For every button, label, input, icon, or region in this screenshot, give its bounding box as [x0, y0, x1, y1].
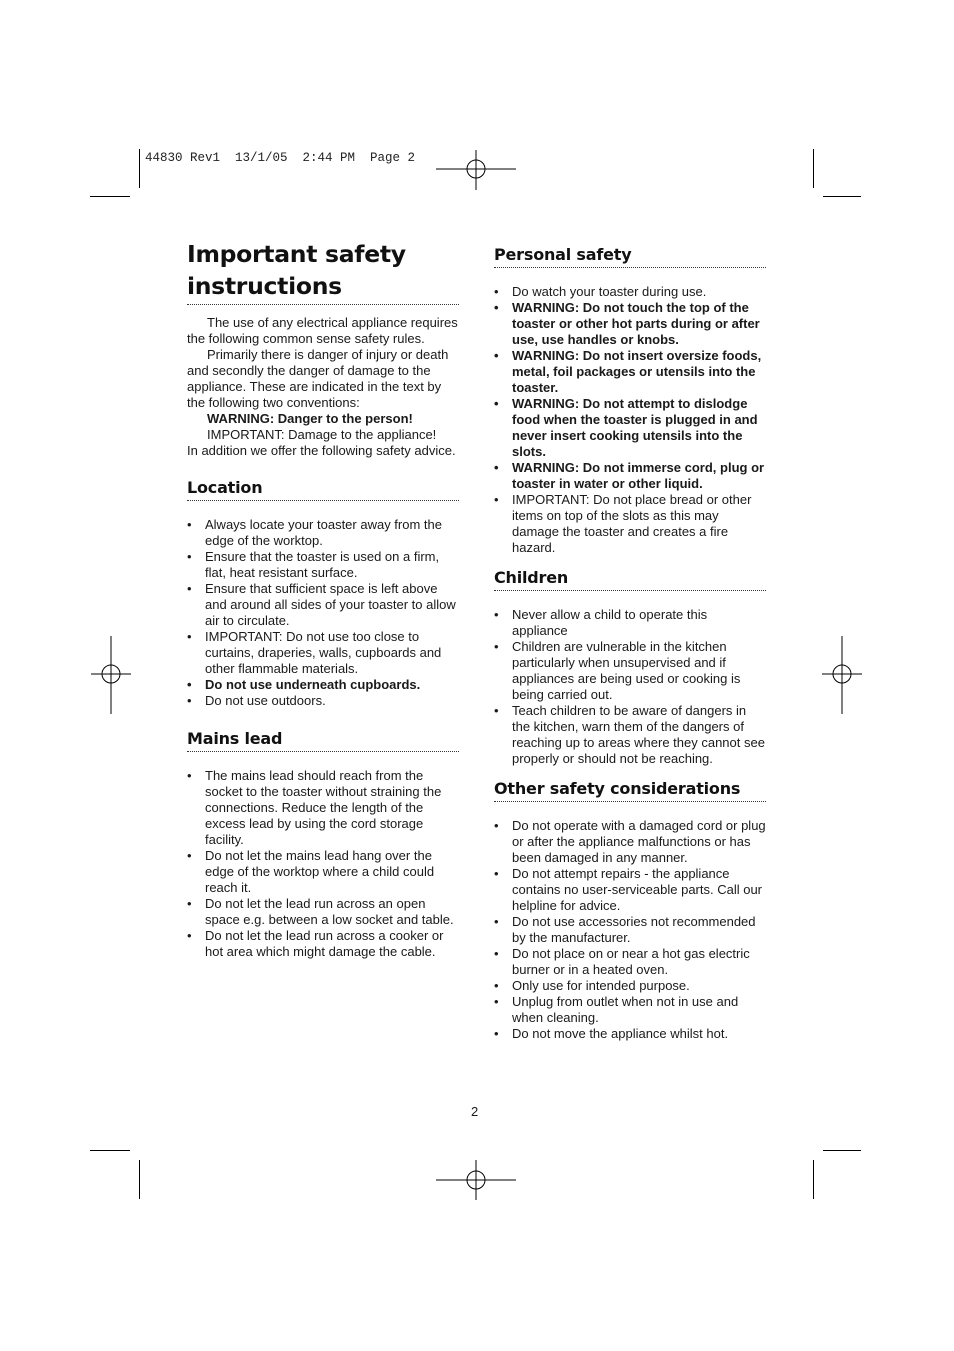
- crop-mark: [139, 1160, 140, 1199]
- bullet-icon: •: [187, 549, 192, 564]
- bullet-icon: •: [494, 866, 499, 881]
- dotted-rule: [494, 801, 766, 802]
- list-item: [494, 994, 766, 1026]
- mains-lead-list: [187, 768, 459, 960]
- bullet-icon: •: [494, 994, 499, 1009]
- bullet-icon: •: [494, 946, 499, 961]
- crop-mark: [90, 1150, 130, 1151]
- bullet-icon: •: [494, 639, 499, 654]
- dotted-rule: [187, 304, 459, 305]
- bullet-icon: •: [187, 848, 192, 863]
- list-item: [187, 517, 459, 549]
- list-item: [187, 549, 459, 581]
- children-list: [494, 607, 766, 767]
- list-item-text: Children are vulnerable in the kitchen particularly when unsupervised and if appliances are being used or cooking is being carried out.: [512, 639, 741, 702]
- section-heading: Mains lead: [187, 729, 283, 748]
- intro-paragraph: Primarily there is danger of injury or death and secondly the danger of damage to the appliance. These are indicated in the text by the following two conventions:: [187, 347, 449, 410]
- list-item-text: Ensure that sufficient space is left above and around all sides of your toaster to allow air to circulate.: [205, 581, 456, 628]
- location-section: [187, 478, 459, 709]
- page-title-line: Important safety: [187, 240, 406, 268]
- list-item: [494, 703, 766, 767]
- bullet-icon: •: [494, 978, 499, 993]
- print-slug: 44830 Rev1 13/1/05 2:44 PM Page 2: [145, 151, 416, 165]
- registration-mark-icon: [436, 150, 516, 190]
- list-item-text: Always locate your toaster away from the edge of the worktop.: [205, 517, 442, 548]
- list-item: [187, 768, 459, 848]
- list-item: [494, 492, 766, 556]
- section-heading: Personal safety: [494, 245, 632, 264]
- intro-paragraph: The use of any electrical appliance requires the following common sense safety rules.: [187, 315, 458, 346]
- list-item-text: Do not place on or near a hot gas electric burner or in a heated oven.: [512, 946, 750, 977]
- list-item-text: Do not use underneath cupboards.: [205, 677, 421, 692]
- warning-convention: WARNING: Danger to the person!: [207, 411, 413, 426]
- bullet-icon: •: [494, 1026, 499, 1041]
- section-heading: Children: [494, 568, 569, 587]
- page-number: 2: [471, 1104, 479, 1119]
- bullet-icon: •: [494, 284, 499, 299]
- list-item: [494, 866, 766, 914]
- list-item-text: IMPORTANT: Do not use too close to curtains, draperies, walls, cupboards and other flammable materials.: [205, 629, 442, 676]
- registration-mark-icon: [436, 1160, 516, 1200]
- list-item: [494, 914, 766, 946]
- list-item-text: Unplug from outlet when not in use and when cleaning.: [512, 994, 739, 1025]
- list-item: [187, 693, 459, 709]
- section-heading: Other safety considerations: [494, 779, 741, 798]
- registration-mark-icon: [91, 636, 131, 714]
- list-item-text: The mains lead should reach from the socket to the toaster without straining the connections. Reduce the length of the excess lead by using the cord storage facility.: [205, 768, 442, 847]
- dotted-rule: [494, 590, 766, 591]
- list-item: [494, 818, 766, 866]
- children-section: [494, 568, 766, 767]
- crop-mark: [823, 196, 861, 197]
- important-convention: IMPORTANT: Damage to the appliance!: [207, 427, 437, 442]
- list-item: [494, 1026, 766, 1042]
- personal-safety-list: [494, 284, 766, 556]
- location-list: [187, 517, 459, 709]
- list-item-text: Do not attempt repairs - the appliance contains no user-serviceable parts. Call our helpline for advice.: [512, 866, 763, 913]
- bullet-icon: •: [494, 300, 499, 315]
- list-item-text: Do not move the appliance whilst hot.: [512, 1026, 729, 1041]
- bullet-icon: •: [187, 517, 192, 532]
- bullet-icon: •: [494, 492, 499, 507]
- crop-mark: [139, 149, 140, 188]
- list-item: [494, 284, 766, 300]
- bullet-icon: •: [494, 703, 499, 718]
- list-item-text: Do not use outdoors.: [205, 693, 326, 708]
- left-column: [187, 238, 459, 960]
- bullet-icon: •: [494, 607, 499, 622]
- list-item: [187, 896, 459, 928]
- list-item-text: Only use for intended purpose.: [512, 978, 690, 993]
- list-item-text: Do not operate with a damaged cord or plug or after the appliance malfunctions or has been damaged in any manner.: [512, 818, 766, 865]
- other-safety-section: [494, 779, 766, 1042]
- right-column: [494, 245, 766, 1042]
- bullet-icon: •: [494, 460, 499, 475]
- crop-mark: [90, 196, 130, 197]
- list-item: [494, 607, 766, 639]
- list-item-text: Never allow a child to operate this appliance: [512, 607, 708, 638]
- bullet-icon: •: [494, 396, 499, 411]
- list-item-text: WARNING: Do not touch the top of the toaster or other hot parts during or after use, use handles or knobs.: [512, 300, 760, 347]
- dotted-rule: [187, 751, 459, 752]
- registration-mark-icon: [822, 636, 862, 714]
- bullet-icon: •: [494, 818, 499, 833]
- list-item: [187, 928, 459, 960]
- other-safety-list: [494, 818, 766, 1042]
- bullet-icon: •: [187, 768, 192, 783]
- list-item: [494, 348, 766, 396]
- list-item-text: WARNING: Do not insert oversize foods, metal, foil packages or utensils into the toaster.: [512, 348, 762, 395]
- list-item: [187, 848, 459, 896]
- bullet-icon: •: [494, 348, 499, 363]
- bullet-icon: •: [187, 896, 192, 911]
- list-item-text: Do not let the lead run across an open space e.g. between a low socket and table.: [205, 896, 454, 927]
- page-title-line: instructions: [187, 272, 342, 300]
- list-item: [187, 677, 459, 693]
- list-item-text: IMPORTANT: Do not place bread or other items on top of the slots as this may damage the toaster and creates a fire hazard.: [512, 492, 752, 555]
- bullet-icon: •: [187, 693, 192, 708]
- list-item-text: Do watch your toaster during use.: [512, 284, 707, 299]
- list-item-text: Do not let the lead run across a cooker or hot area which might damage the cable.: [205, 928, 444, 959]
- list-item-text: WARNING: Do not immerse cord, plug or toaster in water or other liquid.: [512, 460, 765, 491]
- crop-mark: [813, 1160, 814, 1199]
- list-item-text: WARNING: Do not attempt to dislodge food when the toaster is plugged in and never insert cooking utensils into the slots.: [512, 396, 758, 459]
- list-item: [494, 946, 766, 978]
- bullet-icon: •: [494, 914, 499, 929]
- bullet-icon: •: [187, 677, 192, 692]
- bullet-icon: •: [187, 581, 192, 596]
- list-item: [187, 629, 459, 677]
- bullet-icon: •: [187, 629, 192, 644]
- section-heading: Location: [187, 478, 263, 497]
- crop-mark: [813, 149, 814, 188]
- list-item: [187, 581, 459, 629]
- intro-text: [187, 315, 459, 459]
- page-title: [187, 238, 459, 302]
- list-item: [494, 396, 766, 460]
- dotted-rule: [494, 267, 766, 268]
- list-item-text: Teach children to be aware of dangers in the kitchen, warn them of the dangers of reaching up to areas where they cannot see properly or should not be reaching.: [512, 703, 765, 766]
- list-item-text: Do not use accessories not recommended by the manufacturer.: [512, 914, 756, 945]
- list-item-text: Ensure that the toaster is used on a firm, flat, heat resistant surface.: [205, 549, 440, 580]
- dotted-rule: [187, 500, 459, 501]
- crop-mark: [823, 1150, 861, 1151]
- list-item: [494, 639, 766, 703]
- list-item: [494, 460, 766, 492]
- personal-safety-section: [494, 245, 766, 556]
- bullet-icon: •: [187, 928, 192, 943]
- list-item: [494, 978, 766, 994]
- list-item-text: Do not let the mains lead hang over the edge of the worktop where a child could reach it.: [205, 848, 435, 895]
- list-item: [494, 300, 766, 348]
- intro-paragraph: In addition we offer the following safety advice.: [187, 443, 456, 458]
- mains-lead-section: [187, 729, 459, 960]
